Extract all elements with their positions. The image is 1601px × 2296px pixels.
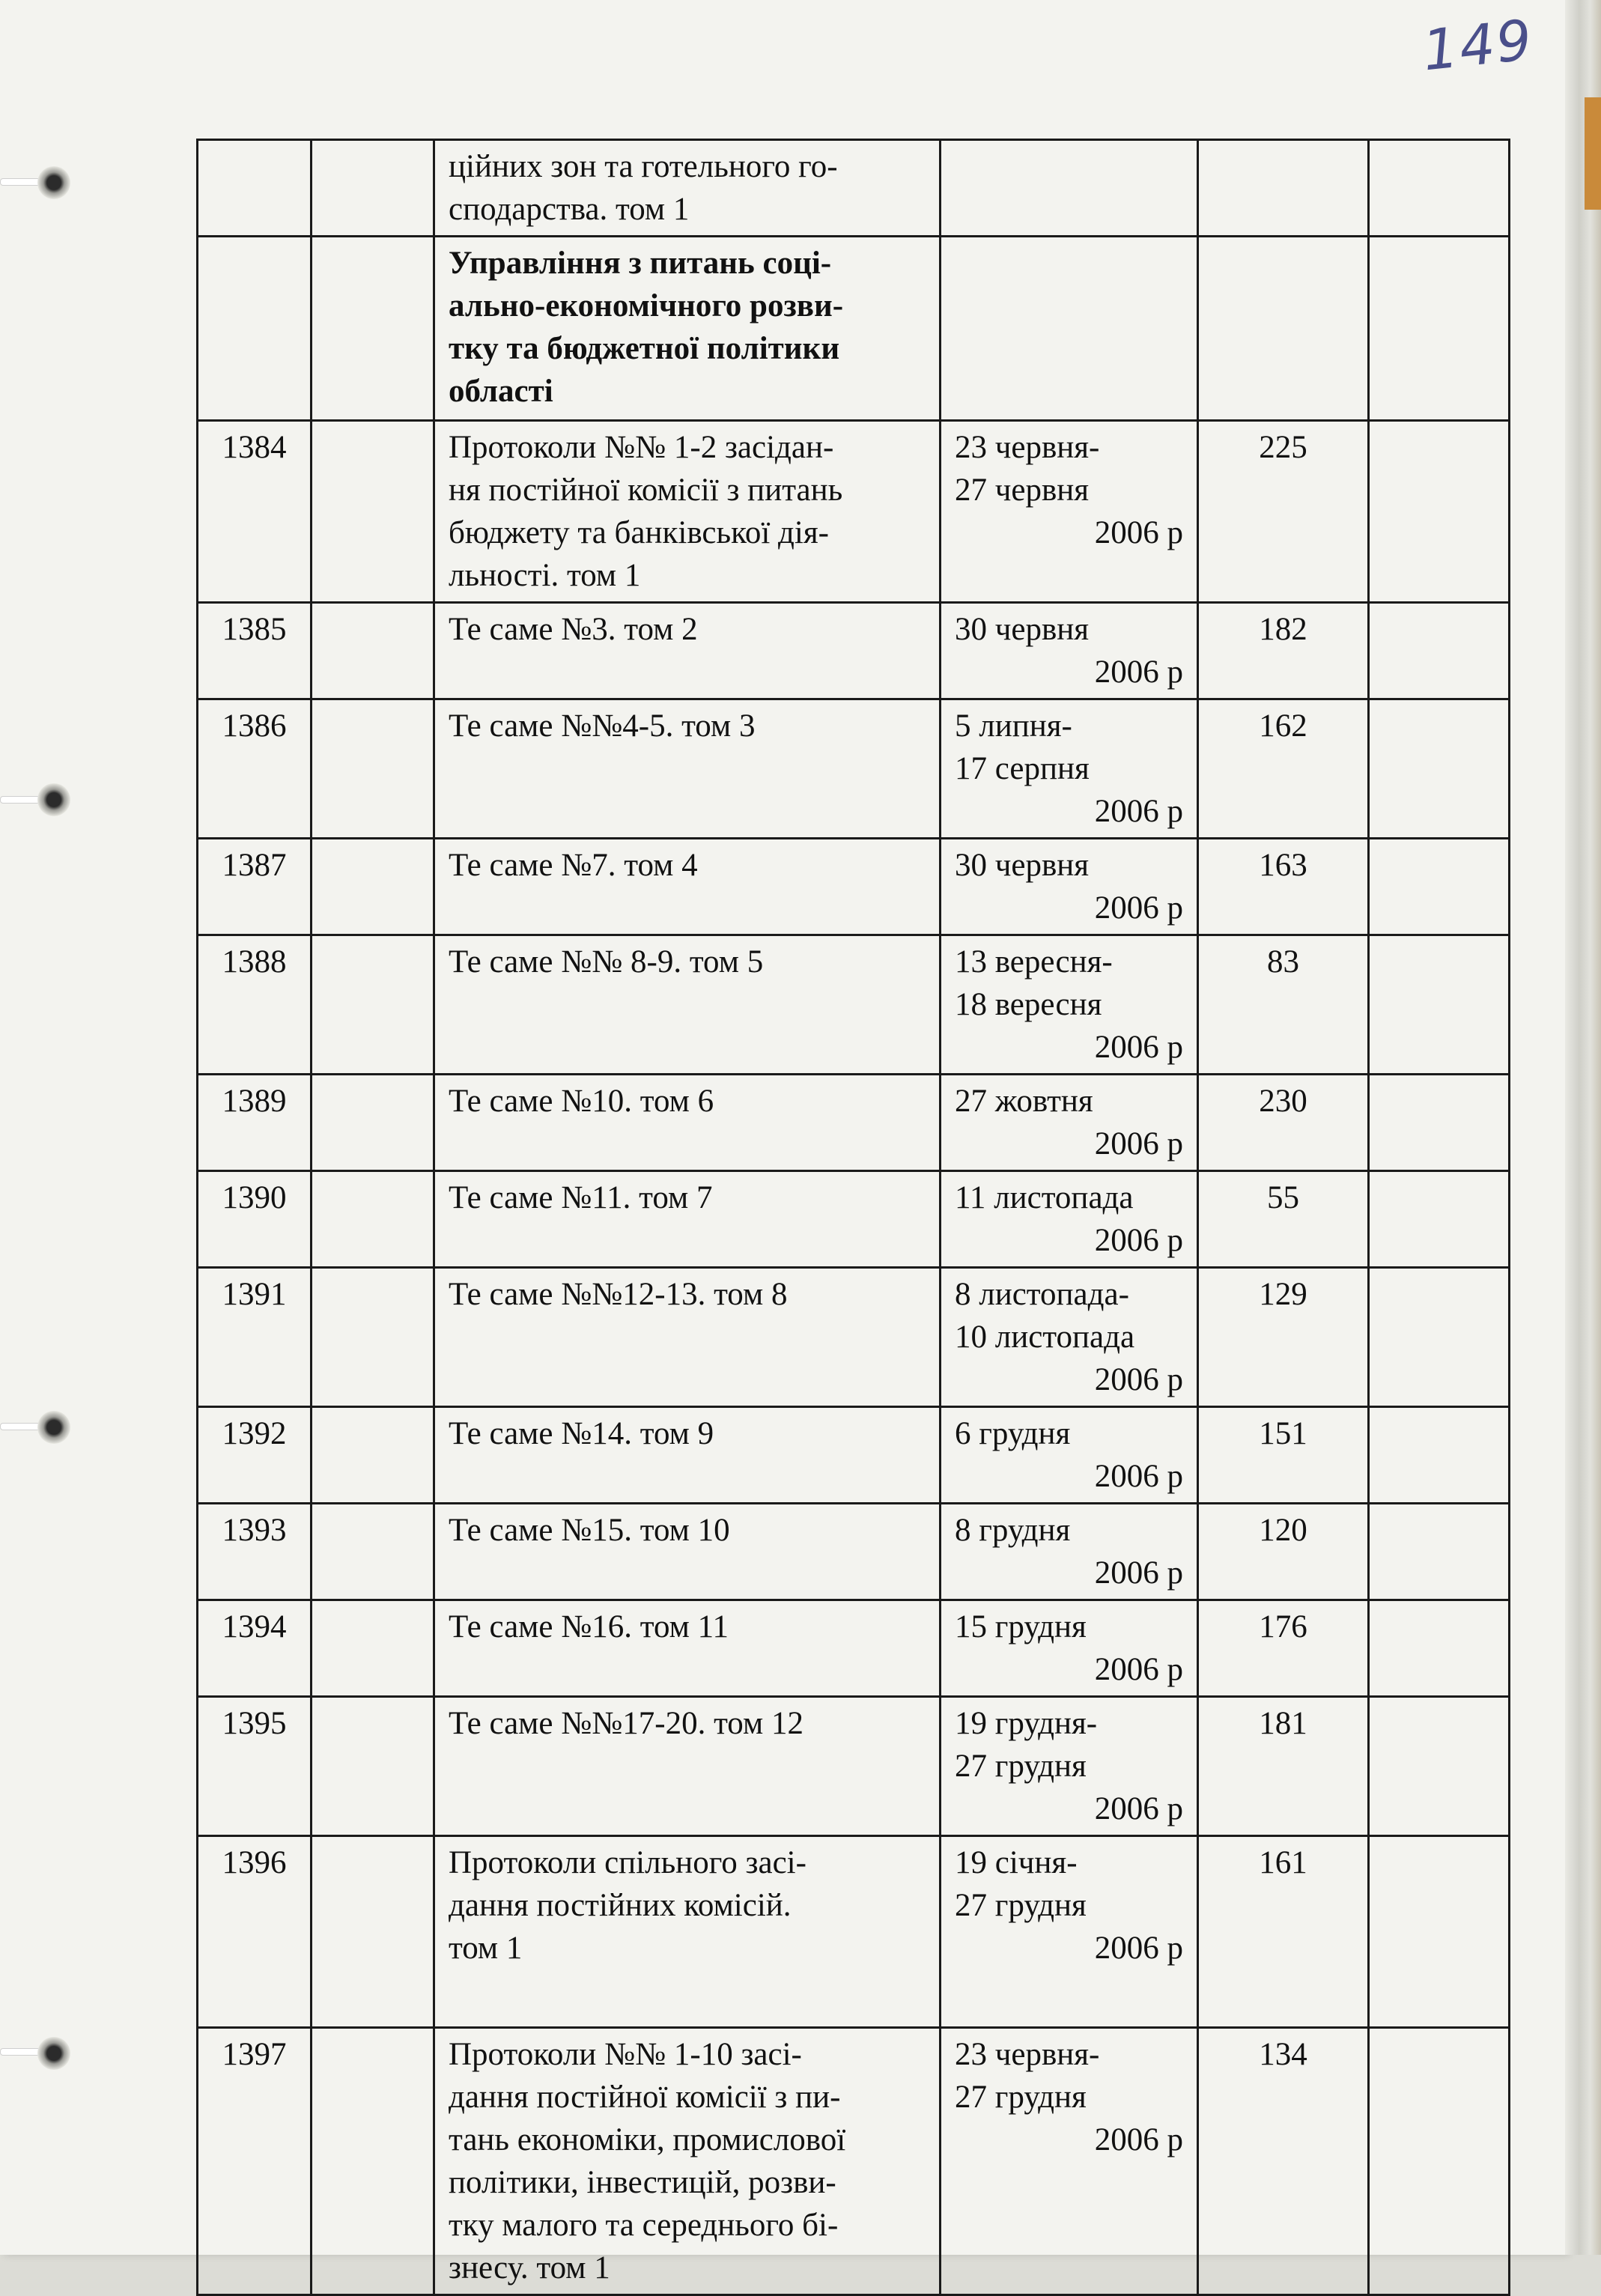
record-title bbox=[434, 1268, 941, 1407]
date-end: 27 грудня bbox=[955, 1749, 1087, 1784]
folder-tab bbox=[1585, 97, 1601, 210]
table-row bbox=[198, 140, 1510, 237]
record-dates bbox=[941, 839, 1198, 935]
record-title bbox=[434, 1407, 941, 1504]
notes-cell bbox=[1369, 140, 1510, 237]
date-year: 2006 р bbox=[1094, 1459, 1183, 1494]
record-number: 1390 bbox=[198, 1171, 312, 1268]
record-dates bbox=[941, 603, 1198, 699]
date-year: 2006 р bbox=[1094, 515, 1183, 550]
table-row bbox=[198, 1075, 1510, 1171]
record-title bbox=[434, 1171, 941, 1268]
record-title-text: Протоколи спільного засі- дання постійних комісій. том 1 bbox=[449, 1845, 806, 1966]
record-dates bbox=[941, 1407, 1198, 1504]
record-title-text: Те саме №14. том 9 bbox=[449, 1416, 714, 1451]
record-number: 1387 bbox=[198, 839, 312, 935]
date-year: 2006 р bbox=[1094, 1030, 1183, 1065]
binding-hole bbox=[37, 166, 70, 199]
date-end: 27 грудня bbox=[955, 1888, 1087, 1923]
record-title bbox=[434, 839, 941, 935]
date-start: 8 грудня bbox=[955, 1513, 1071, 1548]
record-index-cell bbox=[312, 1836, 434, 2028]
record-title-text: Протоколи №№ 1-2 засідан- ня постійної комісії з питань бюджету та банківської дія- льності. том 1 bbox=[449, 430, 843, 593]
record-title-text: Те саме №10. том 6 bbox=[449, 1084, 714, 1119]
date-year: 2006 р bbox=[1094, 2122, 1183, 2157]
date-year: 2006 р bbox=[1094, 1931, 1183, 1966]
notes-cell bbox=[1369, 1836, 1510, 2028]
notes-cell bbox=[1369, 421, 1510, 603]
record-index-cell bbox=[312, 1697, 434, 1836]
record-title bbox=[434, 421, 941, 603]
binding-hole bbox=[37, 783, 70, 816]
date-year: 2006 р bbox=[1094, 655, 1183, 690]
record-dates bbox=[941, 1171, 1198, 1268]
date-end: 17 серпня bbox=[955, 751, 1090, 786]
record-number: 1392 bbox=[198, 1407, 312, 1504]
record-title-text: Те саме №3. том 2 bbox=[449, 612, 698, 647]
record-dates bbox=[941, 699, 1198, 839]
date-year: 2006 р bbox=[1094, 1652, 1183, 1687]
date-start: 30 червня bbox=[955, 848, 1090, 883]
record-index-cell bbox=[312, 699, 434, 839]
record-title bbox=[434, 1600, 941, 1697]
table-row bbox=[198, 237, 1510, 421]
date-end: 27 червня bbox=[955, 473, 1090, 508]
notes-cell bbox=[1369, 603, 1510, 699]
record-number: 1397 bbox=[198, 2028, 312, 2295]
notes-cell bbox=[1369, 935, 1510, 1075]
notes-cell bbox=[1369, 1504, 1510, 1600]
sheet-count bbox=[1198, 140, 1369, 237]
record-title-text: ційних зон та готельного го- сподарства. том 1 bbox=[449, 149, 838, 227]
archive-register-table bbox=[196, 139, 1510, 2296]
sheet-count: 182 bbox=[1198, 603, 1369, 699]
date-start: 8 листопада- bbox=[955, 1277, 1129, 1312]
date-start: 23 червня- bbox=[955, 2037, 1100, 2072]
record-number: 1386 bbox=[198, 699, 312, 839]
table-row bbox=[198, 1836, 1510, 2028]
date-start: 15 грудня bbox=[955, 1609, 1087, 1644]
record-title bbox=[434, 1075, 941, 1171]
table-row bbox=[198, 935, 1510, 1075]
table-row bbox=[198, 1697, 1510, 1836]
record-dates bbox=[941, 1075, 1198, 1171]
record-title-text: Управління з питань соці- ально-економічного розви- тку та бюджетної політики області bbox=[449, 246, 844, 409]
record-title-text: Те саме №16. том 11 bbox=[449, 1609, 729, 1644]
record-title-text: Те саме №№4-5. том 3 bbox=[449, 708, 756, 744]
date-year: 2006 р bbox=[1094, 1791, 1183, 1826]
table-row bbox=[198, 1171, 1510, 1268]
record-dates bbox=[941, 140, 1198, 237]
notes-cell bbox=[1369, 1075, 1510, 1171]
record-index-cell bbox=[312, 421, 434, 603]
record-dates bbox=[941, 421, 1198, 603]
binding-hole bbox=[37, 2037, 70, 2070]
record-index-cell bbox=[312, 1600, 434, 1697]
notes-cell bbox=[1369, 1171, 1510, 1268]
date-end: 10 листопада bbox=[955, 1319, 1135, 1355]
record-index-cell bbox=[312, 1407, 434, 1504]
notes-cell bbox=[1369, 1697, 1510, 1836]
notes-cell bbox=[1369, 1600, 1510, 1697]
record-title bbox=[434, 699, 941, 839]
page-stack-edge bbox=[1565, 0, 1601, 2255]
record-dates bbox=[941, 1697, 1198, 1836]
record-title-text: Те саме №№12-13. том 8 bbox=[449, 1277, 788, 1312]
record-number: 1391 bbox=[198, 1268, 312, 1407]
record-number: 1389 bbox=[198, 1075, 312, 1171]
record-title-text: Те саме №№17-20. том 12 bbox=[449, 1706, 803, 1741]
sheet-count: 151 bbox=[1198, 1407, 1369, 1504]
record-title-text: Те саме №№ 8-9. том 5 bbox=[449, 944, 764, 980]
table-row bbox=[198, 603, 1510, 699]
date-year: 2006 р bbox=[1094, 794, 1183, 829]
record-title bbox=[434, 1504, 941, 1600]
record-index-cell bbox=[312, 1504, 434, 1600]
table-row bbox=[198, 1600, 1510, 1697]
date-year: 2006 р bbox=[1094, 890, 1183, 926]
sheet-count: 181 bbox=[1198, 1697, 1369, 1836]
date-year: 2006 р bbox=[1094, 1126, 1183, 1161]
record-dates bbox=[941, 1504, 1198, 1600]
record-number: 1394 bbox=[198, 1600, 312, 1697]
record-index-cell bbox=[312, 1268, 434, 1407]
record-number: 1388 bbox=[198, 935, 312, 1075]
table-row bbox=[198, 699, 1510, 839]
notes-cell bbox=[1369, 1407, 1510, 1504]
record-title bbox=[434, 935, 941, 1075]
record-title bbox=[434, 603, 941, 699]
notes-cell bbox=[1369, 1268, 1510, 1407]
date-end: 27 грудня bbox=[955, 2080, 1087, 2115]
sheet-count: 163 bbox=[1198, 839, 1369, 935]
sheet-count: 55 bbox=[1198, 1171, 1369, 1268]
date-start: 11 листопада bbox=[955, 1180, 1134, 1215]
record-dates bbox=[941, 1600, 1198, 1697]
record-index-cell bbox=[312, 1075, 434, 1171]
date-start: 19 грудня- bbox=[955, 1706, 1098, 1741]
record-index-cell bbox=[312, 839, 434, 935]
record-title bbox=[434, 1836, 941, 2028]
date-start: 5 липня- bbox=[955, 708, 1072, 744]
sheet-count: 120 bbox=[1198, 1504, 1369, 1600]
notes-cell bbox=[1369, 699, 1510, 839]
record-title-text: Протоколи №№ 1-10 засі- дання постійної комісії з пи- тань економіки, промислової політики, інвестицій, розви- тку малого та середнього бі- знесу. том 1 bbox=[449, 2037, 846, 2286]
record-title bbox=[434, 237, 941, 421]
record-number: 1385 bbox=[198, 603, 312, 699]
sheet-count: 83 bbox=[1198, 935, 1369, 1075]
page-number: 149 bbox=[1419, 7, 1537, 84]
notes-cell bbox=[1369, 237, 1510, 421]
date-start: 19 січня- bbox=[955, 1845, 1078, 1880]
sheet-count: 161 bbox=[1198, 1836, 1369, 2028]
record-index-cell bbox=[312, 603, 434, 699]
record-index-cell bbox=[312, 1171, 434, 1268]
date-start: 30 червня bbox=[955, 612, 1090, 647]
notes-cell bbox=[1369, 839, 1510, 935]
table-row bbox=[198, 1504, 1510, 1600]
record-dates bbox=[941, 237, 1198, 421]
sheet-count: 129 bbox=[1198, 1268, 1369, 1407]
table-row bbox=[198, 421, 1510, 603]
record-dates bbox=[941, 935, 1198, 1075]
sheet-count: 162 bbox=[1198, 699, 1369, 839]
binding-hole bbox=[37, 1411, 70, 1444]
record-number bbox=[198, 140, 312, 237]
record-dates bbox=[941, 1268, 1198, 1407]
record-index-cell bbox=[312, 140, 434, 237]
date-year: 2006 р bbox=[1094, 1223, 1183, 1258]
record-number bbox=[198, 237, 312, 421]
table-row bbox=[198, 839, 1510, 935]
sheet-count: 176 bbox=[1198, 1600, 1369, 1697]
sheet-count: 225 bbox=[1198, 421, 1369, 603]
date-year: 2006 р bbox=[1094, 1362, 1183, 1397]
record-title-text: Те саме №11. том 7 bbox=[449, 1180, 713, 1215]
record-title-text: Те саме №15. том 10 bbox=[449, 1513, 730, 1548]
record-title bbox=[434, 1697, 941, 1836]
date-start: 6 грудня bbox=[955, 1416, 1071, 1451]
table-row bbox=[198, 1268, 1510, 1407]
record-title bbox=[434, 140, 941, 237]
record-title-text: Те саме №7. том 4 bbox=[449, 848, 698, 883]
record-index-cell bbox=[312, 935, 434, 1075]
date-start: 13 вересня- bbox=[955, 944, 1113, 980]
record-number: 1395 bbox=[198, 1697, 312, 1836]
record-index-cell bbox=[312, 237, 434, 421]
record-dates bbox=[941, 1836, 1198, 2028]
record-number: 1393 bbox=[198, 1504, 312, 1600]
sheet-count bbox=[1198, 237, 1369, 421]
date-year: 2006 р bbox=[1094, 1555, 1183, 1591]
date-start: 27 жовтня bbox=[955, 1084, 1093, 1119]
sheet-count: 230 bbox=[1198, 1075, 1369, 1171]
sheet-count: 134 bbox=[1198, 2028, 1369, 2295]
record-number: 1384 bbox=[198, 421, 312, 603]
date-end: 18 вересня bbox=[955, 987, 1102, 1022]
record-number: 1396 bbox=[198, 1836, 312, 2028]
table-row bbox=[198, 1407, 1510, 1504]
date-start: 23 червня- bbox=[955, 430, 1100, 465]
